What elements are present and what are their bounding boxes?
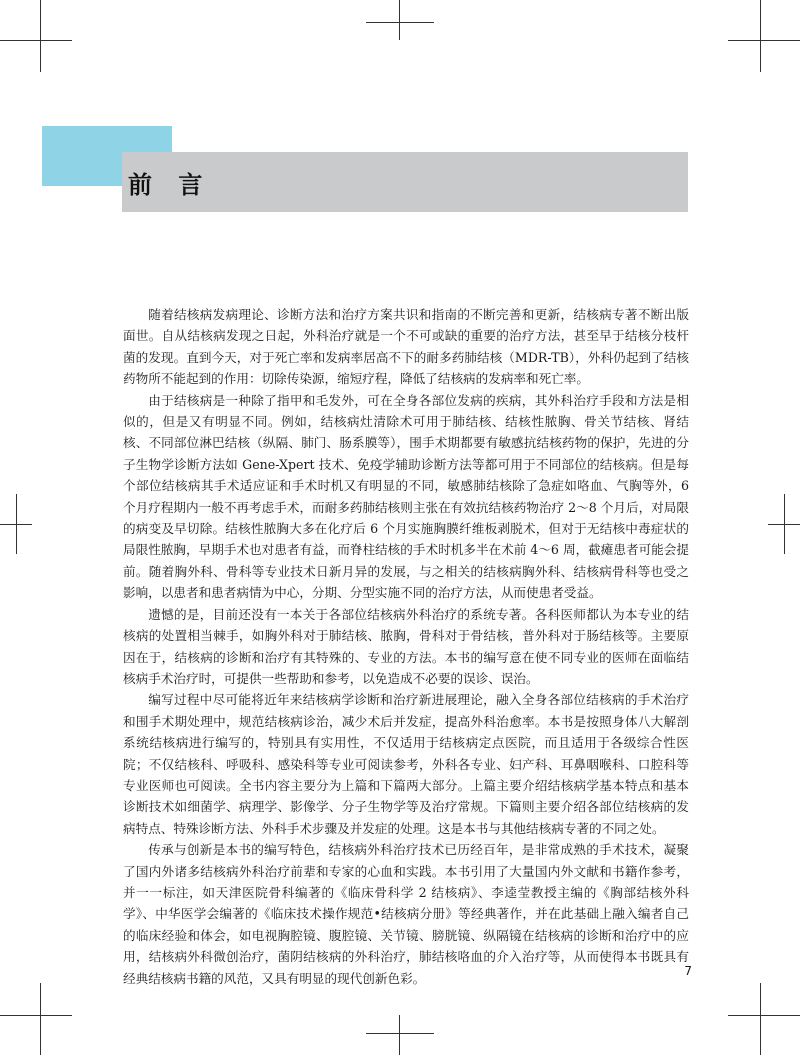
page-title: 前 言 (128, 171, 212, 199)
crop-mark (40, 983, 41, 1055)
crop-mark (16, 494, 17, 554)
crop-mark (366, 22, 434, 23)
crop-mark (40, 0, 41, 72)
crop-mark (728, 1015, 800, 1016)
crop-mark (0, 40, 72, 41)
crop-mark (399, 0, 400, 40)
crop-mark (0, 1015, 72, 1016)
crop-mark (366, 1033, 434, 1034)
paragraph: 由于结核病是一种除了指甲和毛发外，可在全身各部位发病的疾病，其外科治疗手段和方法是相似的，但是又有明显不同。例如，结核病灶清除术可用于肺结核、结核性脓胸、骨关节结核、肾结核、不同部位淋巴结核（纵隔、肺门、肠系膜等），围手术期都要有敏感抗结核药物的保护，先进的分子生物学诊断方法如 Gene-Xpert 技术、免疫学辅助诊断方法等都可用于不同部位的结核病。但是每个部位结核病其手术适应证和手术时机又有明显的不同，敏感肺结核除了急症如咯血、气胸等外，6 个月疗程期内一般不再考虑手术，而耐多药肺结核则主张在有效抗结核药物治疗 2～8 个月后，对局限的病变及早切除。结核性脓胸大多在化疗后 6 个月实施胸膜纤维板剥脱术，但对于无结核中毒症状的局限性脓胸，早期手术也对患者有益，而脊柱结核的手术时机多半在术前 4～6 周，截瘫患者可能会提前。随着胸外科、骨科等专业技术日新月异的发展，与之相关的结核病胸外科、结核病骨科等也受之影响，以患者和患者病情为中心，分期、分型实施不同的治疗方法，从而使患者受益。 (123, 392, 689, 601)
crop-mark (728, 40, 800, 41)
page-number: 7 (684, 964, 692, 978)
crop-mark (784, 494, 785, 554)
crop-mark (399, 1015, 400, 1055)
paragraph: 传承与创新是本书的编写特色，结核病外科治疗技术已历经百年，是非常成熟的手术技术，凝聚了国内外诸多结核病外科治疗前辈和专家的心血和实践。本书引用了大量国内外文献和书籍作参考，并一一标注，如天津医院骨科编著的《临床骨科学 2 结核病》、李逵莹教授主编的《胸部结核外科学》、中华医学会编著的《临床技术操作规范•结核病分册》等经典著作，并在此基础上融入编者自己的临床经验和体会，如电视胸腔镜、腹腔镜、关节镜、膀胱镜、纵隔镜在结核病的诊断和治疗中的应用，结核病外科微创治疗，菌阴结核病的外科治疗，肺结核咯血的介入治疗等，从而使得本书既具有经典结核病书籍的风范，又具有明显的现代创新色彩。 (123, 842, 689, 986)
preface-body (123, 304, 689, 989)
paragraph: 遗憾的是，目前还没有一本关于各部位结核病外科治疗的系统专著。各科医师都认为本专业的结核病的处置相当棘手，如胸外科对于肺结核、脓胸，骨科对于骨结核，普外科对于肠结核等。主要原因在于，结核病的诊断和治疗有其特殊的、专业的方法。本书的编写意在使不同专业的医师在面临结核病手术治疗时，可提供一些帮助和参考，以免造成不必要的误诊、误治。 (123, 606, 689, 686)
paragraph: 编写过程中尽可能将近年来结核病学诊断和治疗新进展理论，融入全身各部位结核病的手术治疗和围手术期处理中，规范结核病诊治，减少术后并发症，提高外科治愈率。本书是按照身体八大解剖系统结核病进行编写的，特别具有实用性，不仅适用于结核病定点医院，而且适用于各级综合性医院；不仅结核科、呼吸科、感染科等专业可阅读参考，外科各专业、妇产科、耳鼻咽喉科、口腔科等专业医师也可阅读。全书内容主要分为上篇和下篇两大部分。上篇主要介绍结核病学基本特点和基本诊断技术如细菌学、病理学、影像学、分子生物学等及治疗常规。下篇则主要介绍各部位结核病的发病特点、特殊诊断方法、外科手术步骤及并发症的处理。这是本书与其他结核病专著的不同之处。 (123, 692, 689, 836)
crop-mark (760, 983, 761, 1055)
paragraph: 随着结核病发病理论、诊断方法和治疗方案共识和指南的不断完善和更新，结核病专著不断出版面世。自从结核病发现之日起，外科治疗就是一个不可或缺的重要的治疗方法，甚至早于结核分枝杆菌的发现。直到今天，对于死亡率和发病率居高不下的耐多药肺结核（MDR-TB），外科仍起到了结核药物所不能起到的作用：切除传染源，缩短疗程，降低了结核病的发病率和死亡率。 (123, 307, 689, 387)
crop-mark (760, 0, 761, 72)
